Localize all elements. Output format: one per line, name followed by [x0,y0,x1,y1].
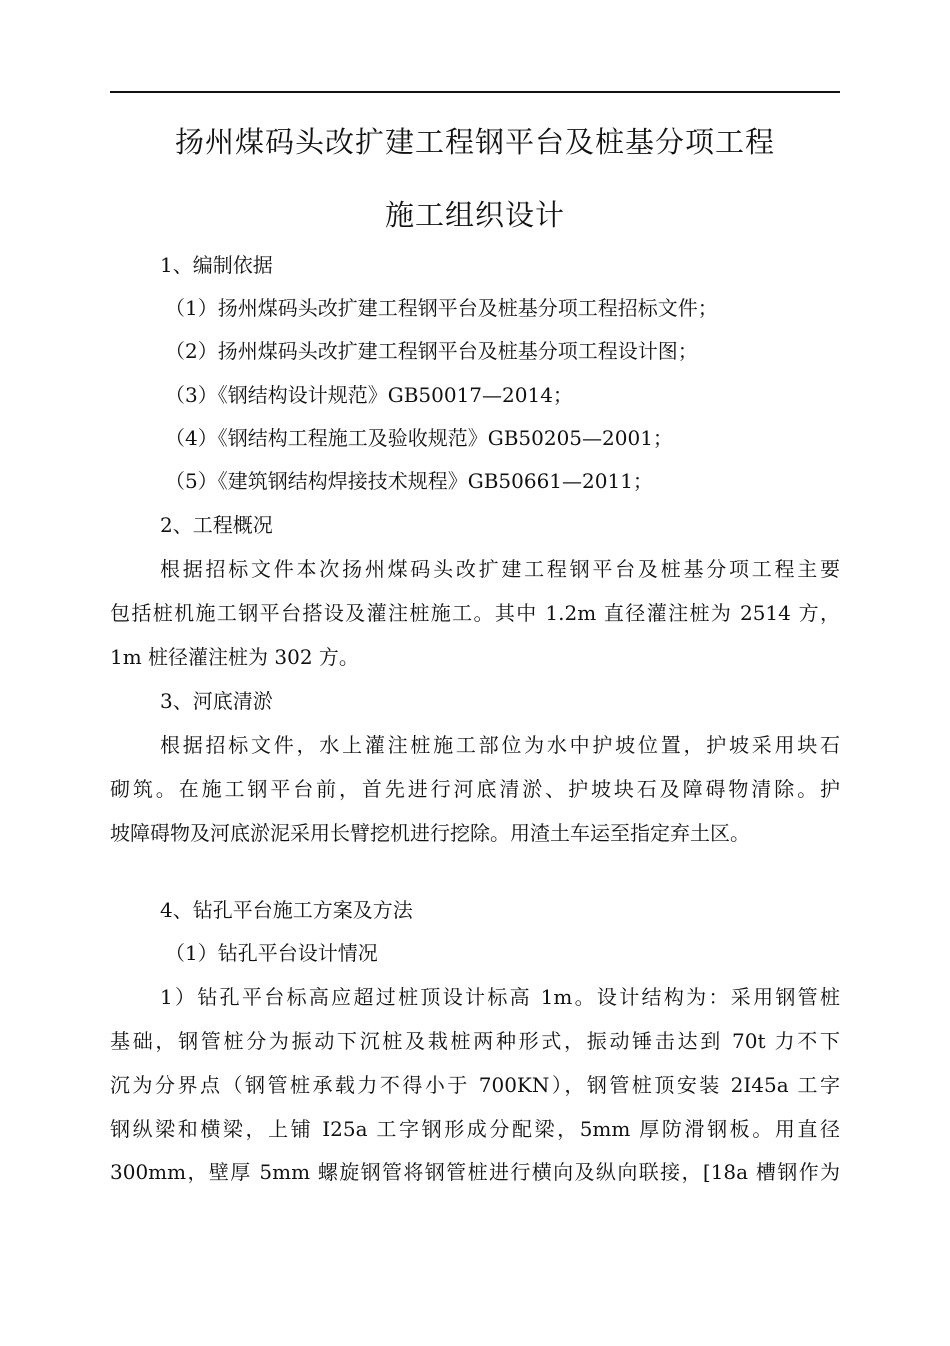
s4-line-5: 300mm，壁厚 5mm 螺旋钢管将钢管桩进行横向及纵向联接，[18a 槽钢作为 [110,1160,840,1184]
section2-heading: 2、工程概况 [160,513,273,537]
s3-line-1: 根据招标文件，水上灌注桩施工部位为水中护坡位置，护坡采用块石 [160,733,840,757]
s4-line-1: 1）钻孔平台标高应超过桩顶设计标高 1m。设计结构为：采用钢管桩 [160,985,840,1009]
section1-heading: 1、编制依据 [160,253,273,277]
s3-line-2: 砌筑。在施工钢平台前，首先进行河底清淤、护坡块石及障碍物清除。护 [110,777,840,801]
doc-title-line2: 施工组织设计 [384,198,565,232]
top-rule [110,91,840,93]
section3-heading: 3、河底清淤 [160,689,273,713]
s4-line-2: 基础，钢管桩分为振动下沉桩及栽桩两种形式，振动锤击达到 70t 力不下 [110,1029,840,1053]
s4-line-4: 钢纵梁和横梁，上铺 I25a 工字钢形成分配梁，5mm 厚防滑钢板。用直径 [110,1117,840,1141]
s4-line-3: 沉为分界点（钢管桩承载力不得小于 700KN），钢管桩顶安装 2I45a 工字 [110,1073,840,1097]
section4-heading: 4、钻孔平台施工方案及方法 [160,898,413,922]
s4-subheading: （1）钻孔平台设计情况 [165,941,378,965]
s1-item-5: （5）《建筑钢结构焊接技术规程》GB50661—2011； [165,469,653,493]
s1-item-2: （2）扬州煤码头改扩建工程钢平台及桩基分项工程设计图； [165,339,698,363]
s3-line-3: 坡障碍物及河底淤泥采用长臂挖机进行挖除。用渣土车运至指定弃土区。 [110,821,750,845]
s1-item-3: （3）《钢结构设计规范》GB50017—2014； [165,383,573,407]
s1-item-4: （4）《钢结构工程施工及验收规范》GB50205—2001； [165,426,673,450]
doc-title-line1: 扬州煤码头改扩建工程钢平台及桩基分项工程 [174,125,775,159]
s2-line-2: 包括桩机施工钢平台搭设及灌注桩施工。其中 1.2m 直径灌注桩为 2514 方， [110,601,840,625]
s2-line-1: 根据招标文件本次扬州煤码头改扩建工程钢平台及桩基分项工程主要 [160,557,840,581]
s2-line-3: 1m 桩径灌注桩为 302 方。 [110,645,359,669]
s1-item-1: （1）扬州煤码头改扩建工程钢平台及桩基分项工程招标文件； [165,296,718,320]
